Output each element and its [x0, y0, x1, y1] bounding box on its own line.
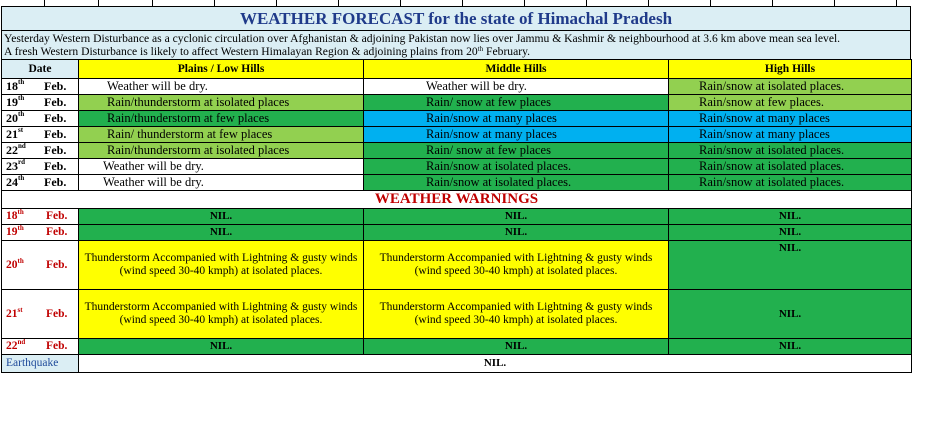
month-label: Feb. — [44, 143, 67, 158]
forecast-date — [2, 143, 79, 159]
day-suffix: st — [17, 305, 23, 314]
warning-high: NIL. — [669, 225, 912, 241]
month-label: Feb. — [44, 111, 67, 126]
forecast-row — [2, 159, 912, 175]
month-label: Feb. — [46, 307, 68, 320]
warning-plains: NIL. — [79, 209, 364, 225]
warning-date — [2, 241, 79, 290]
month-label: Feb. — [46, 210, 68, 223]
warning-row — [2, 339, 912, 355]
warning-row — [2, 209, 912, 225]
day-suffix: th — [18, 94, 25, 103]
forecast-middle: Rain/snow at many places — [364, 127, 669, 143]
warning-high: NIL. — [669, 339, 912, 355]
earthquake-value: NIL. — [79, 355, 912, 373]
forecast-row — [2, 127, 912, 143]
day-number: 21 — [6, 307, 18, 320]
forecast-high: Rain/snow at few places. — [669, 95, 912, 111]
warning-middle: NIL. — [364, 209, 669, 225]
warning-plains: NIL. — [79, 225, 364, 241]
warning-day — [6, 258, 46, 273]
forecast-middle: Rain/ snow at few places — [364, 143, 669, 159]
month-label: Feb. — [44, 127, 67, 142]
forecast-date — [2, 127, 79, 143]
header-high: High Hills — [669, 60, 912, 79]
day-suffix: th — [18, 174, 25, 183]
forecast-day — [6, 127, 44, 142]
warning-date — [2, 339, 79, 355]
forecast-row — [2, 175, 912, 191]
day-suffix: nd — [17, 338, 26, 347]
warning-middle: NIL. — [364, 339, 669, 355]
day-suffix: th — [17, 224, 24, 233]
forecast-plains: Weather will be dry. — [79, 79, 364, 95]
page-title: WEATHER FORECAST for the state of Himachal Pradesh — [1, 6, 911, 30]
forecast-middle: Weather will be dry. — [364, 79, 669, 95]
day-number: 21 — [6, 127, 18, 142]
forecast-high: Rain/snow at isolated places. — [669, 175, 912, 191]
forecast-plains: Rain/ thunderstorm at few places — [79, 127, 364, 143]
header-plains: Plains / Low Hills — [79, 60, 364, 79]
forecast-plains: Weather will be dry. — [79, 175, 364, 191]
earthquake-row — [2, 355, 912, 373]
day-number: 24 — [6, 175, 18, 190]
forecast-date — [2, 175, 79, 191]
forecast-day — [6, 143, 44, 158]
warning-high: NIL. — [669, 241, 912, 290]
warning-day — [6, 307, 46, 322]
warning-middle: Thunderstorm Accompanied with Lightning & gusty winds (wind speed 30-40 kmph) at isolated places. — [364, 241, 669, 290]
forecast-date — [2, 111, 79, 127]
forecast-table — [1, 59, 912, 373]
warning-high: NIL. — [669, 290, 912, 339]
day-number: 22 — [6, 340, 18, 353]
day-suffix: th — [17, 256, 24, 265]
forecast-middle: Rain/ snow at few places — [364, 95, 669, 111]
month-label: Feb. — [46, 340, 68, 353]
forecast-high: Rain/snow at many places — [669, 111, 912, 127]
day-suffix: st — [18, 126, 24, 135]
warning-date — [2, 209, 79, 225]
month-label: Feb. — [44, 79, 67, 94]
day-suffix: rd — [18, 158, 25, 167]
day-number: 22 — [6, 143, 18, 158]
forecast-day — [6, 95, 44, 110]
day-suffix: nd — [18, 142, 26, 151]
month-label: Feb. — [44, 95, 67, 110]
warnings-title-row — [2, 191, 912, 209]
day-number: 20 — [6, 111, 18, 126]
day-number: 18 — [6, 79, 18, 94]
forecast-day — [6, 79, 44, 94]
day-suffix: th — [18, 110, 25, 119]
forecast-document — [1, 6, 911, 373]
forecast-middle: Rain/snow at isolated places. — [364, 175, 669, 191]
forecast-plains: Rain/thunderstorm at isolated places — [79, 143, 364, 159]
forecast-date — [2, 95, 79, 111]
day-number: 19 — [6, 226, 18, 239]
day-number: 23 — [6, 159, 18, 174]
warning-row — [2, 290, 912, 339]
month-label: Feb. — [46, 258, 68, 271]
forecast-header-row — [2, 60, 912, 79]
forecast-row — [2, 111, 912, 127]
day-number: 20 — [6, 258, 18, 271]
forecast-date — [2, 79, 79, 95]
forecast-date — [2, 159, 79, 175]
forecast-high: Rain/snow at many places — [669, 127, 912, 143]
month-label: Feb. — [46, 226, 68, 239]
forecast-day — [6, 159, 44, 174]
forecast-row — [2, 79, 912, 95]
month-label: Feb. — [44, 159, 67, 174]
earthquake-label: Earthquake — [2, 355, 79, 373]
header-date: Date — [2, 60, 79, 79]
month-label: Feb. — [44, 175, 67, 190]
warning-plains: Thunderstorm Accompanied with Lightning & gusty winds (wind speed 30-40 kmph) at isolated places. — [79, 290, 364, 339]
forecast-row — [2, 143, 912, 159]
warning-date — [2, 225, 79, 241]
warning-middle: Thunderstorm Accompanied with Lightning & gusty winds (wind speed 30-40 kmph) at isolated places. — [364, 290, 669, 339]
forecast-high: Rain/snow at isolated places. — [669, 79, 912, 95]
intro-line-2: A fresh Western Disturbance is likely to affect Western Himalayan Region & adjoining plains from 20th February. — [4, 44, 531, 58]
forecast-plains: Rain/thunderstorm at few places — [79, 111, 364, 127]
warning-plains: NIL. — [79, 339, 364, 355]
warning-day — [6, 209, 46, 224]
forecast-plains: Weather will be dry. — [79, 159, 364, 175]
intro-text — [1, 30, 911, 59]
warning-middle: NIL. — [364, 225, 669, 241]
warning-day — [6, 339, 46, 354]
forecast-middle: Rain/snow at isolated places. — [364, 159, 669, 175]
warning-date — [2, 290, 79, 339]
forecast-high: Rain/snow at isolated places. — [669, 159, 912, 175]
day-number: 19 — [6, 95, 18, 110]
header-middle: Middle Hills — [364, 60, 669, 79]
warnings-title: WEATHER WARNINGS — [2, 191, 912, 209]
forecast-day — [6, 111, 44, 126]
warning-row — [2, 241, 912, 290]
warning-day — [6, 225, 46, 240]
forecast-high: Rain/snow at isolated places. — [669, 143, 912, 159]
day-number: 18 — [6, 210, 18, 223]
warning-plains: Thunderstorm Accompanied with Lightning & gusty winds (wind speed 30-40 kmph) at isolated places. — [79, 241, 364, 290]
forecast-middle: Rain/snow at many places — [364, 111, 669, 127]
forecast-day — [6, 175, 44, 190]
forecast-plains: Rain/thunderstorm at isolated places — [79, 95, 364, 111]
intro-line-1: Yesterday Western Disturbance as a cyclonic circulation over Afghanistan & adjoining Pakistan now lies over Jammu & Kashmir & neighbourhood at 3.6 km above mean sea level. — [4, 32, 841, 45]
warning-row — [2, 225, 912, 241]
forecast-row — [2, 95, 912, 111]
day-suffix: th — [18, 78, 25, 87]
warning-high: NIL. — [669, 209, 912, 225]
day-suffix: th — [17, 208, 24, 217]
